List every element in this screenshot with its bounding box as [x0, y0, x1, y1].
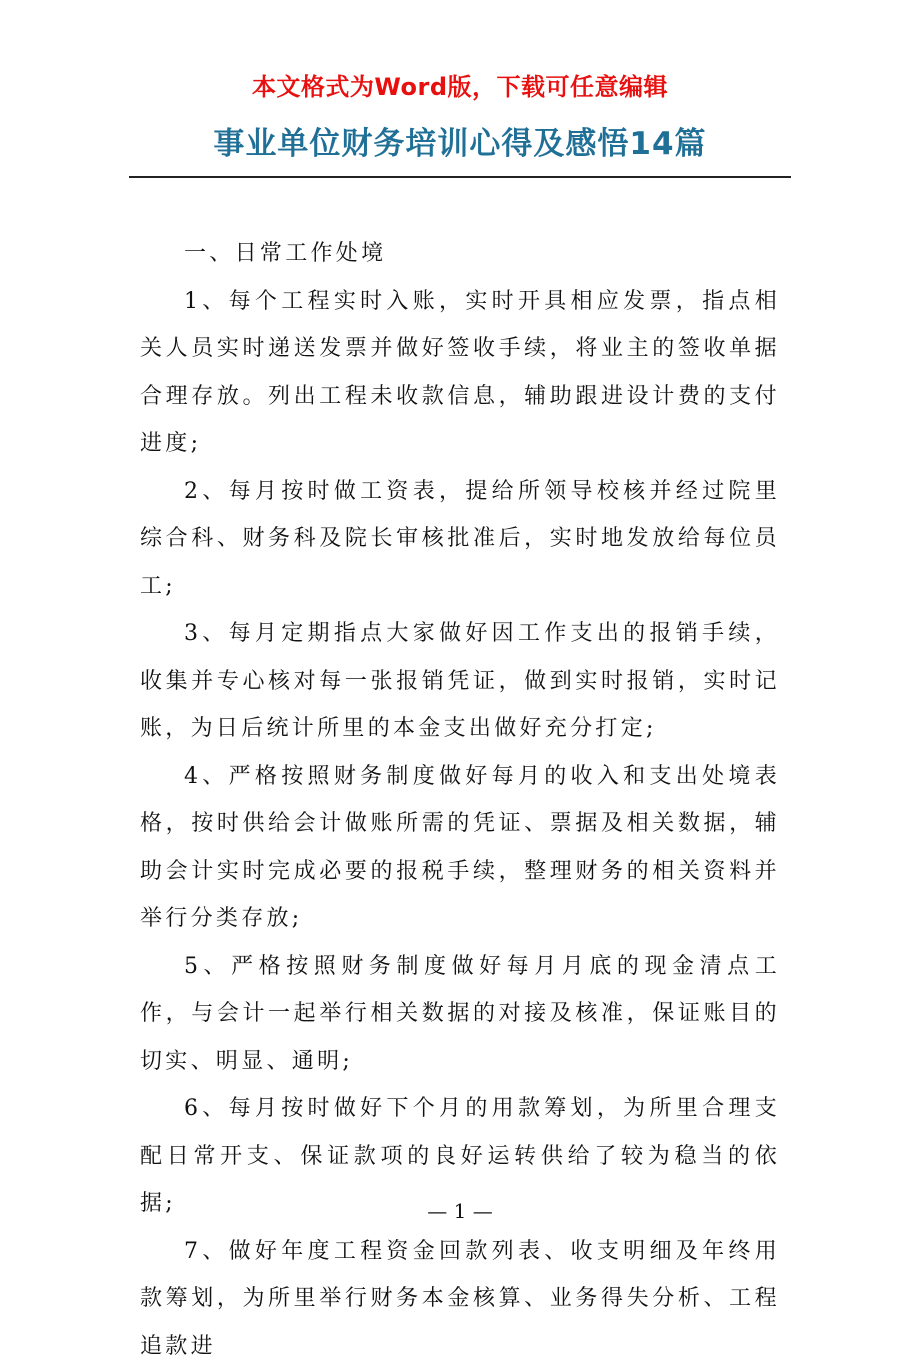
title-divider — [129, 176, 791, 178]
paragraph-item-7: 7、做好年度工程资金回款列表、收支明细及年终用款筹划，为所里举行财务本金核算、业务得失分析、工程追款进 — [140, 1228, 780, 1370]
paragraph-item-2: 2、每月按时做工资表，提给所领导校核并经过院里综合科、财务科及院长审核批准后，实时地发放给每位员工; — [140, 468, 780, 611]
page-number: — 1 — — [0, 1196, 920, 1226]
paragraph-item-4: 4、严格按照财务制度做好每月的收入和支出处境表格，按时供给会计做账所需的凭证、票据及相关数据，辅助会计实时完成必要的报税手续，整理财务的相关资料并举行分类存放; — [140, 753, 780, 943]
section-heading: 一、日常工作处境 — [140, 230, 780, 278]
paragraph-item-1: 1、每个工程实时入账，实时开具相应发票，指点相关人员实时递送发票并做好签收手续，将业主的签收单据合理存放。列出工程未收款信息，辅助跟进设计费的支付进度; — [140, 278, 780, 468]
paragraph-item-6: 6、每月按时做好下个月的用款筹划，为所里合理支配日常开支、保证款项的良好运转供给了较为稳当的依据; — [140, 1085, 780, 1228]
paragraph-item-5: 5、严格按照财务制度做好每月月底的现金清点工作，与会计一起举行相关数据的对接及核准，保证账目的切实、明显、通明; — [140, 943, 780, 1086]
format-notice: 本文格式为Word版，下载可任意编辑 — [0, 70, 920, 104]
paragraph-item-3: 3、每月定期指点大家做好因工作支出的报销手续，收集并专心核对每一张报销凭证，做到实时报销，实时记账，为日后统计所里的本金支出做好充分打定; — [140, 610, 780, 753]
document-title: 事业单位财务培训心得及感悟14篇 — [0, 122, 920, 166]
